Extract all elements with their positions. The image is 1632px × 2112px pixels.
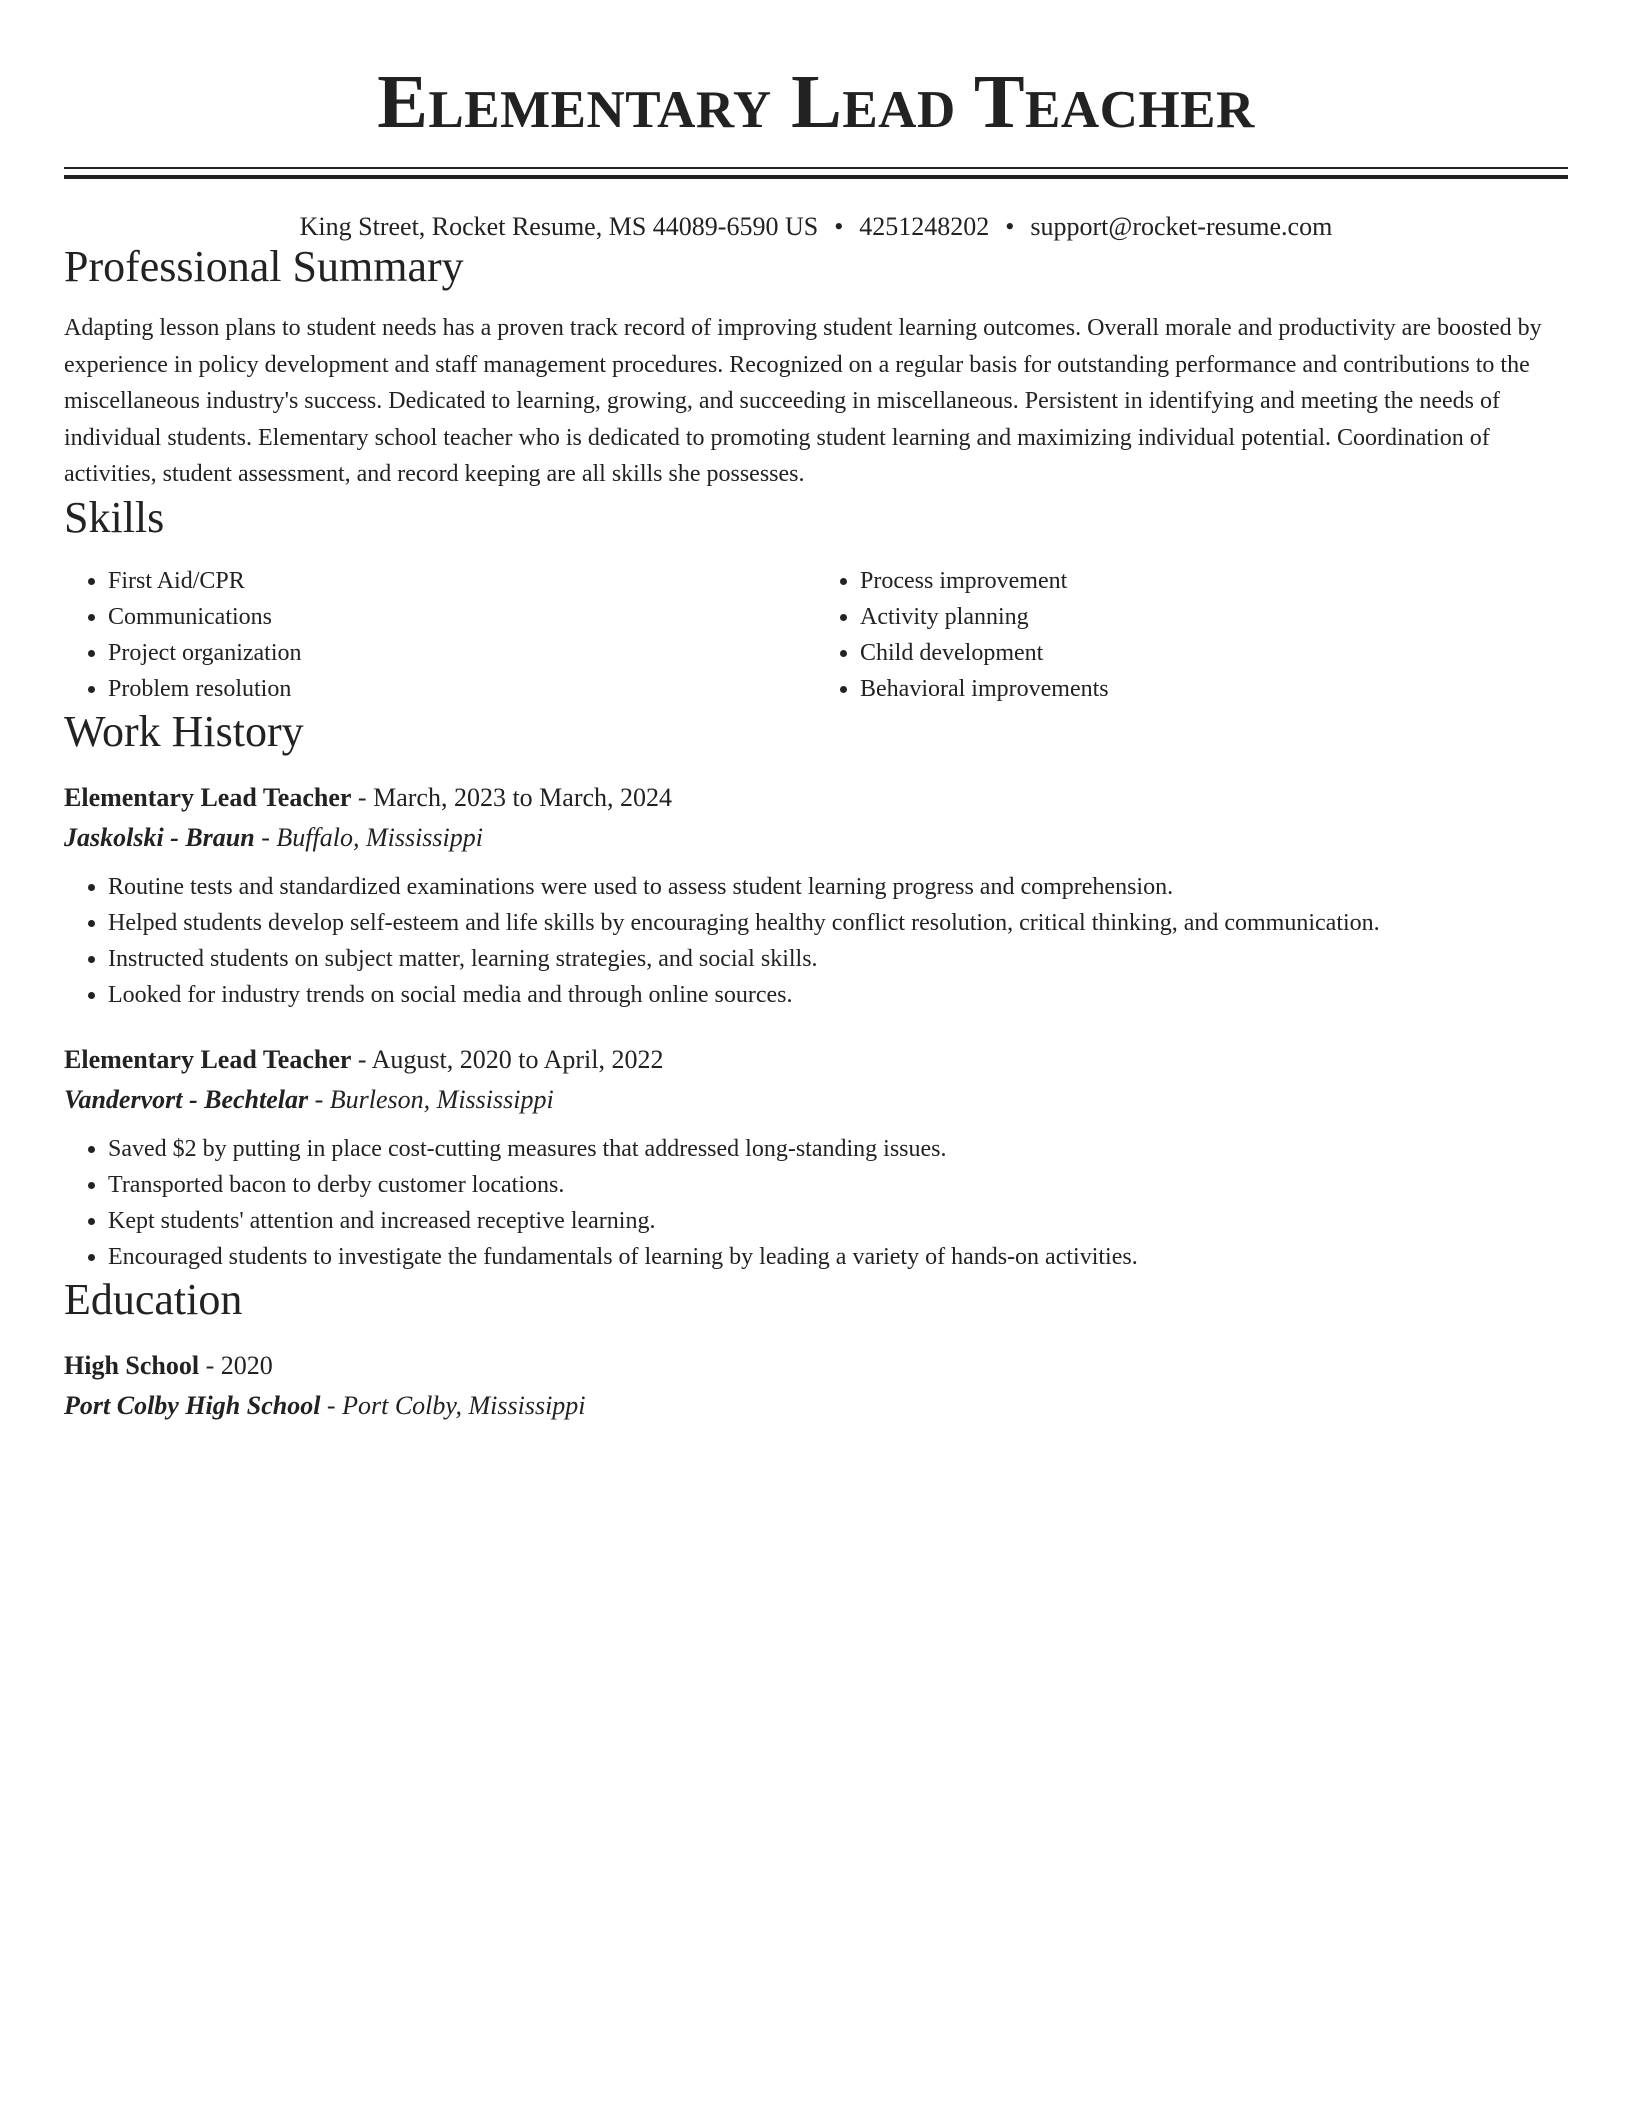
contact-separator: • <box>1005 212 1015 241</box>
skill-item: • Communications <box>108 599 816 635</box>
job-entry <box>64 783 1568 1013</box>
education-degree-line: High School - 2020 <box>64 1350 273 1380</box>
work-history-heading: Work History <box>64 706 304 756</box>
job-company-line: Jaskolski - Braun - Buffalo, Mississippi <box>64 822 483 852</box>
contact-line <box>64 212 1568 242</box>
job-title-line: Elementary Lead Teacher - March, 2023 to March, 2024 <box>64 782 673 812</box>
job-bullets <box>64 869 1568 1013</box>
education-degree: High School <box>64 1350 200 1380</box>
job-title-line: Elementary Lead Teacher - August, 2020 to April, 2022 <box>64 1044 664 1074</box>
skills-heading: Skills <box>64 492 165 542</box>
contact-separator: • <box>834 212 844 241</box>
skill-item: • Behavioral improvements <box>860 671 1568 707</box>
job-company-line: Vandervort - Bechtelar - Burleson, Mississippi <box>64 1084 554 1114</box>
resume-title: Elementary Lead Teacher <box>377 60 1255 144</box>
education-entry <box>64 1351 1568 1421</box>
education-location: Port Colby, Mississippi <box>342 1390 586 1420</box>
job-company: Vandervort - Bechtelar <box>64 1084 309 1114</box>
skill-item: • Process improvement <box>860 563 1568 599</box>
skill-item: • Problem resolution <box>108 671 816 707</box>
education-school-line: Port Colby High School - Port Colby, Mississippi <box>64 1390 586 1420</box>
job-bullet: • Routine tests and standardized examinations were used to assess student learning progress and comprehension. <box>108 869 1568 905</box>
skill-item: • First Aid/CPR <box>108 563 816 599</box>
education-heading: Education <box>64 1274 243 1324</box>
job-dates: March, 2023 to March, 2024 <box>373 782 673 812</box>
contact-phone: 4251248202 <box>859 212 990 241</box>
education-school: Port Colby High School <box>64 1390 321 1420</box>
job-bullet: • Saved $2 by putting in place cost-cutting measures that addressed long-standing issues. <box>108 1131 1568 1167</box>
education-year: 2020 <box>220 1350 273 1380</box>
job-title: Elementary Lead Teacher <box>64 782 352 812</box>
contact-email: support@rocket-resume.com <box>1030 212 1333 241</box>
job-location: Burleson, Mississippi <box>329 1084 554 1114</box>
job-bullet: • Instructed students on subject matter, learning strategies, and social skills. <box>108 941 1568 977</box>
job-bullets <box>64 1131 1568 1275</box>
job-entry <box>64 1045 1568 1275</box>
job-bullet: • Transported bacon to derby customer locations. <box>108 1167 1568 1203</box>
skill-item: • Activity planning <box>860 599 1568 635</box>
skills-column-left <box>64 563 816 707</box>
title-rule-thick <box>64 175 1568 179</box>
skill-item: • Child development <box>860 635 1568 671</box>
contact-address: King Street, Rocket Resume, MS 44089-6590 US <box>299 212 819 241</box>
job-bullet: • Looked for industry trends on social media and through online sources. <box>108 977 1568 1013</box>
job-location: Buffalo, Mississippi <box>276 822 483 852</box>
job-bullet: • Kept students' attention and increased receptive learning. <box>108 1203 1568 1239</box>
job-bullet: • Encouraged students to investigate the fundamentals of learning by leading a variety of hands-on activities. <box>108 1239 1568 1275</box>
summary-heading: Professional Summary <box>64 242 464 291</box>
summary-text: Adapting lesson plans to student needs has a proven track record of improving student learning outcomes. Overall morale and productivity are boosted by experience in policy development and staff management procedures. Recognized on a regular basis for outstanding performance and contributions to the miscellaneous industry's success. Dedicated to learning, growing, and succeeding in miscellaneous. Persistent in identifying and meeting the needs of individual students. Elementary school teacher who is dedicated to promoting student learning and maximizing individual potential. Coordination of activities, student assessment, and record keeping are all skills she possesses. <box>64 315 1542 487</box>
skills-column-right <box>816 563 1568 707</box>
job-bullet: • Helped students develop self-esteem and life skills by encouraging healthy conflict resolution, critical thinking, and communication. <box>108 905 1568 941</box>
skill-item: • Project organization <box>108 635 816 671</box>
title-rule-thin <box>64 167 1568 169</box>
skills-list <box>64 563 1568 707</box>
job-dates: August, 2020 to April, 2022 <box>371 1044 664 1074</box>
job-company: Jaskolski - Braun <box>64 822 255 852</box>
job-title: Elementary Lead Teacher <box>64 1044 352 1074</box>
